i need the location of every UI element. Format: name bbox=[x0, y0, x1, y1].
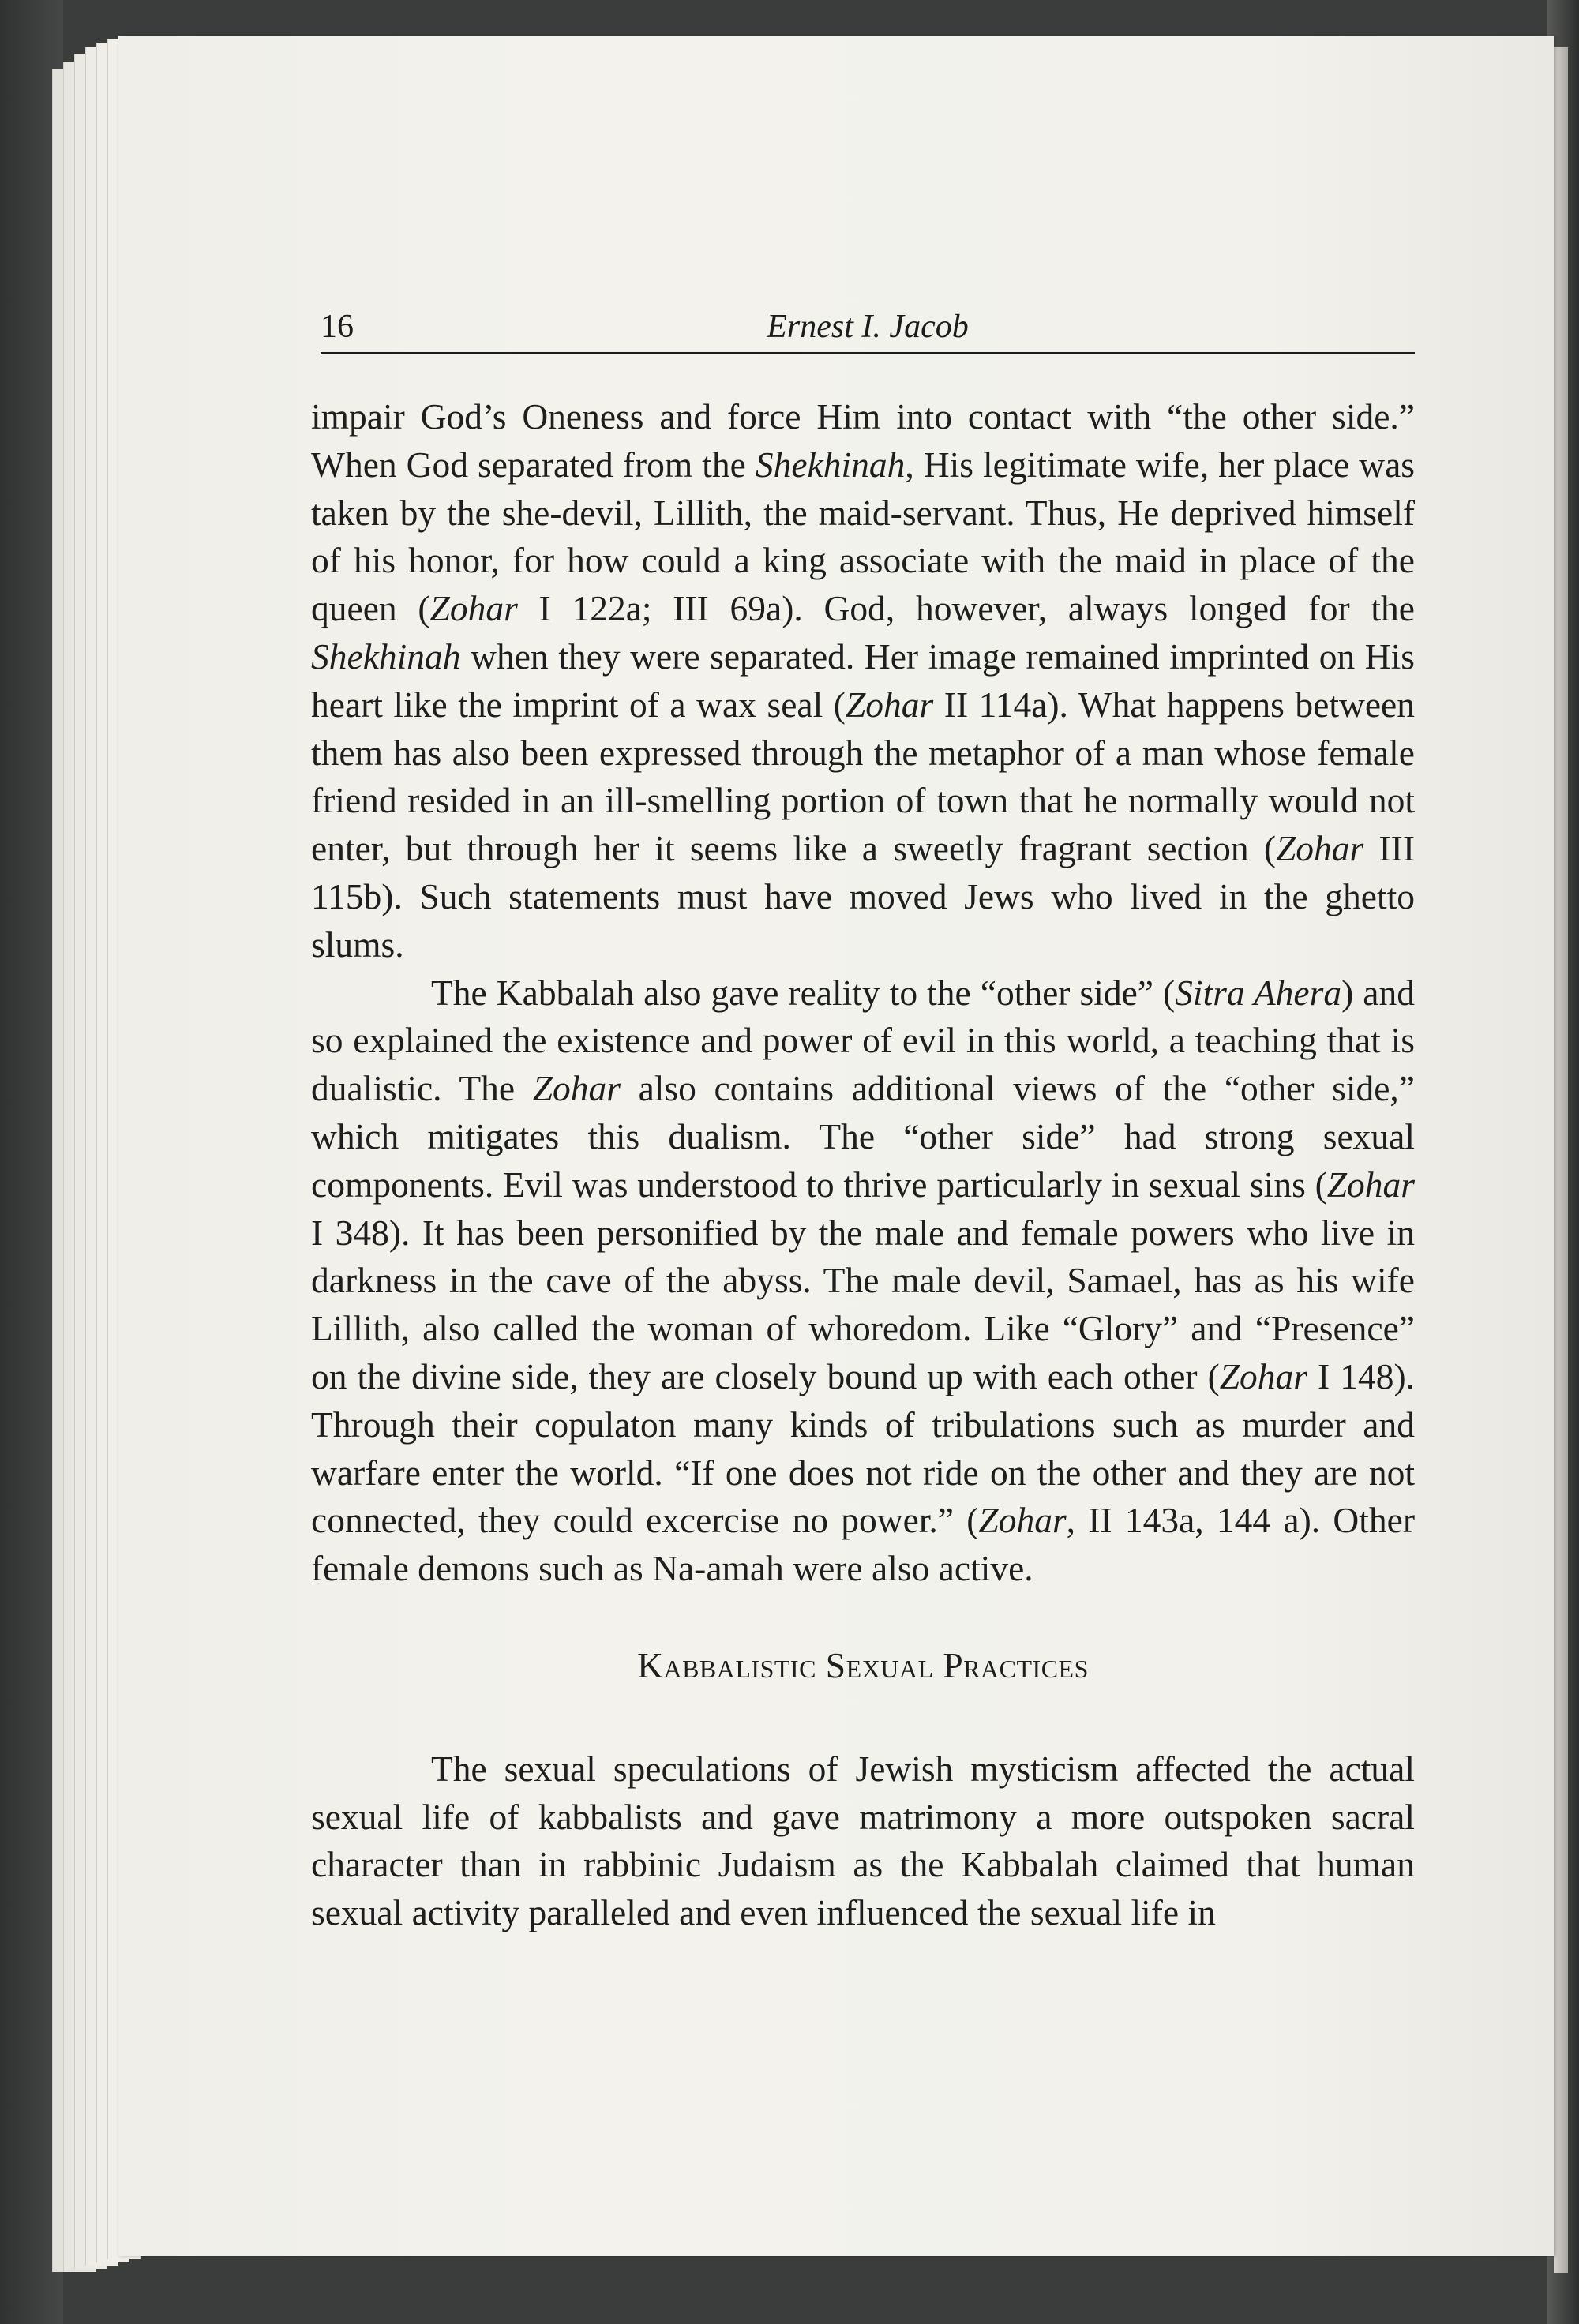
paragraph: impair God’s Oneness and force Him into contact with “the other side.” When God separated from the Shekhinah, His legitimate wife, her place was taken by the she-devil, Lillith, the maid-servant. Thus, He deprived himself of his honor, for how could a king associate with the maid in place of the queen (Zohar I 122a; III 69a). God, however, always longed for the Shekhinah when they were separated. Her image remained imprinted on His heart like the imprint of a wax seal (Zohar II 114a). What happens between them has also been expressed through the metaphor of a man whose female friend resided in an ill-smelling portion of town that he normally would not enter, but through her it seems like a sweetly fragrant section (Zohar III 115b). Such statements must have moved Jews who lived in the ghetto slums. bbox=[311, 396, 1415, 965]
italic-term: Zohar bbox=[978, 1500, 1067, 1541]
italic-term: Sitra Ahera bbox=[1175, 972, 1342, 1013]
page-header bbox=[321, 306, 1415, 354]
paragraph: The Kabbalah also gave reality to the “other side” (Sitra Ahera) and so explained the existence and power of evil in this world, a teaching that is dualistic. The Zohar also contains additional views of the “other side,” which mitigates this dualism. The “other side” had strong sexual components. Evil was understood to thrive particularly in sexual sins (Zohar I 348). It has been personified by the male and female powers who live in darkness in the cave of the abyss. The male devil, Samael, has as his wife Lillith, also called the woman of whoredom. Like “Glory” and “Presence” on the divine side, they are closely bound up with each other (Zohar I 148). Through their copulaton many kinds of tribulations such as murder and warfare enter the world. “If one does not ride on the other and they are not connected, they could excercise no power.” (Zohar, II 143a, 144 a). Other female demons such as Na-amah were also active. bbox=[311, 972, 1415, 1589]
italic-term: Zohar bbox=[1276, 828, 1364, 869]
paragraph: The sexual speculations of Jewish mysticism affected the actual sexual life of kabbalists and gave matrimony a more outspoken sacral character than in rabbinic Judaism as the Kabbalah claimed that human sexual activity paralleled and even influenced the sexual life in bbox=[311, 1748, 1415, 1933]
italic-term: Zohar bbox=[1219, 1355, 1307, 1396]
italic-term: Zohar bbox=[845, 684, 934, 725]
facing-page-edge bbox=[1554, 47, 1568, 2273]
body-text bbox=[311, 393, 1415, 1937]
italic-term: Shekhinah bbox=[311, 635, 461, 677]
section-heading: Kabbalistic Sexual Practices bbox=[637, 1644, 1089, 1685]
italic-term: Zohar bbox=[532, 1068, 621, 1109]
running-head: Ernest I. Jacob bbox=[767, 309, 969, 345]
italic-term: Zohar bbox=[1326, 1164, 1415, 1205]
italic-term: Shekhinah bbox=[755, 444, 906, 485]
italic-term: Zohar bbox=[429, 588, 518, 629]
page-number: 16 bbox=[321, 309, 354, 345]
